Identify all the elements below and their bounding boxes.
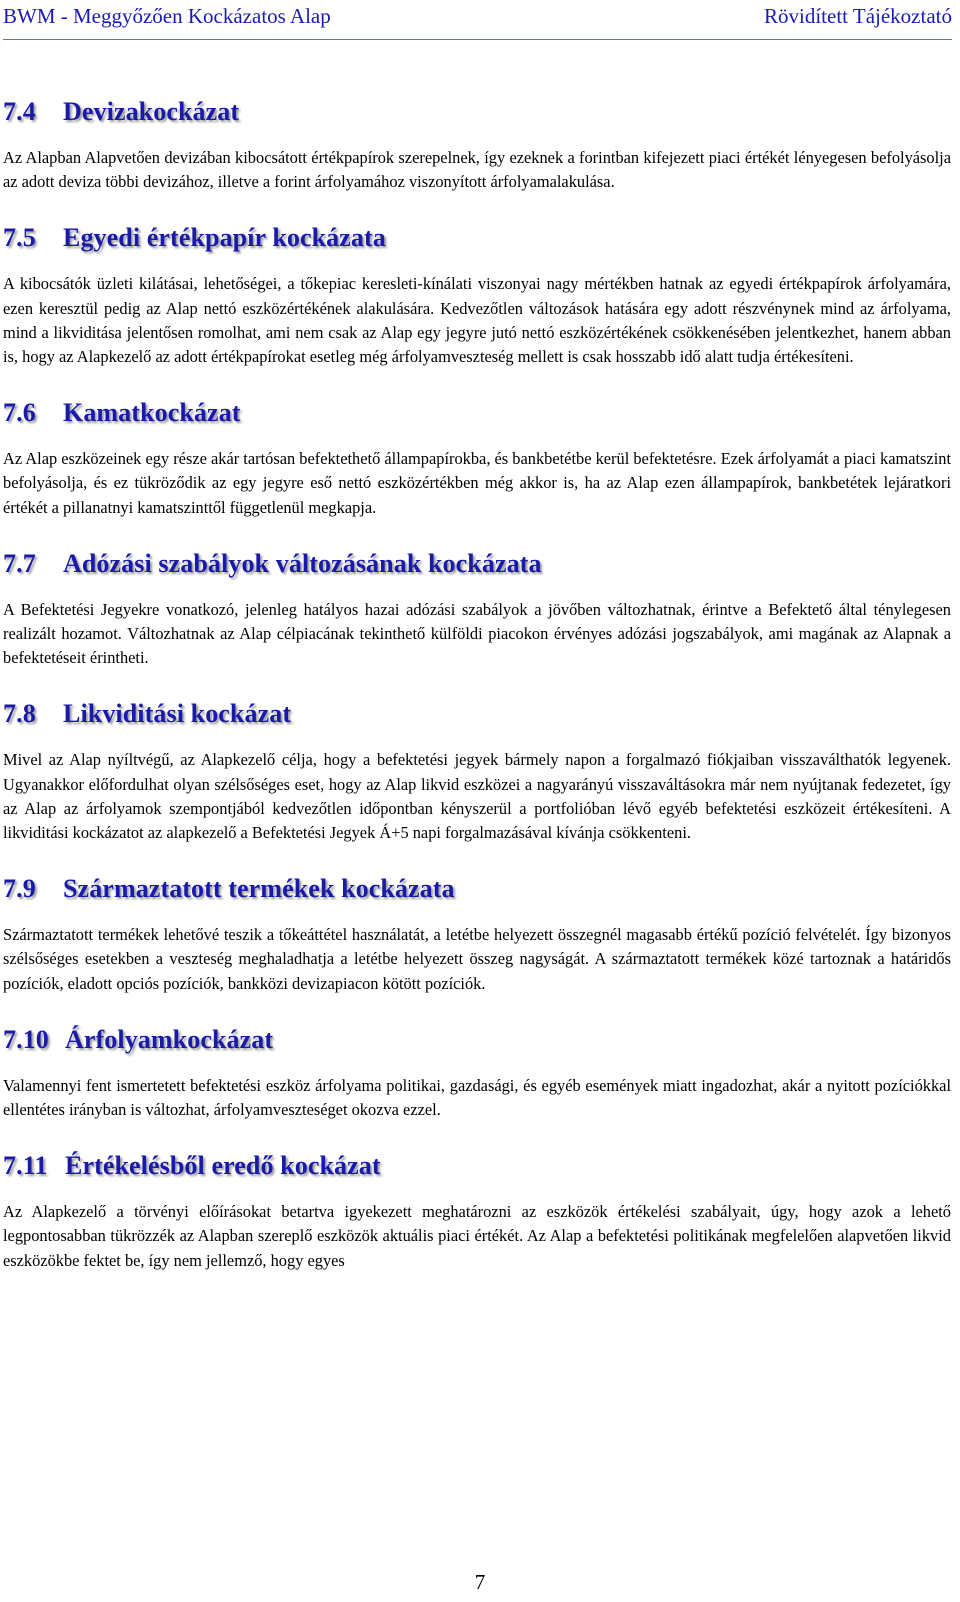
section-paragraph: Valamennyi fent ismertetett befektetési eszköz árfolyama politikai, gazdasági, és egyéb események miatt ingadozhat, akár a nyitott pozíciókkal ellentétes irányban is változhat, árfolyamveszteséget okozva ezzel. (3, 1075, 951, 1120)
section-title: Értékelésből eredő kockázat (65, 1151, 381, 1181)
section-heading (3, 1142, 951, 1190)
section-heading (3, 690, 951, 738)
section-heading (3, 1016, 951, 1064)
section-title: Adózási szabályok változásának kockázata (63, 548, 542, 578)
section-title: Egyedi értékpapír kockázata (63, 223, 386, 253)
section-ertekelesbol-eredo-kockazat (3, 1142, 951, 1273)
section-likviditasi-kockazat (3, 690, 951, 845)
section-szarmaztatott-termekek-kockazata (3, 865, 951, 996)
section-paragraph: Származtatott termékek lehetővé teszik a tőkeáttétel használatát, a letétbe helyezett összegnél magasabb értékű pozíció felvételét. Így bizonyos szélsőséges esetekben a veszteség meghaladhatja a letétbe helyezett összeg nagyságát. A származtatott termékek közé tartoznak a határidős pozíciók, eladott opciós pozíciók, bankközi devizapiacon kötött pozíciók. (3, 925, 951, 993)
section-title: Árfolyamkockázat (65, 1024, 274, 1054)
page-number: 7 (474, 1570, 486, 1594)
section-adozasi-szabalyok-kockazata (3, 540, 951, 671)
header-document-type: Rövidített Tájékoztató (764, 4, 952, 28)
section-title: Származtatott termékek kockázata (63, 874, 455, 904)
section-heading (3, 540, 951, 588)
section-number: 7.10 (3, 1024, 49, 1054)
section-kamatkockazat (3, 389, 951, 520)
section-devizakockazat (3, 88, 951, 194)
section-number: 7.6 (3, 398, 36, 428)
section-title: Kamatkockázat (63, 398, 241, 428)
section-number: 7.5 (3, 223, 36, 253)
section-arfolyamkockazat (3, 1016, 951, 1122)
section-number: 7.11 (3, 1151, 48, 1181)
section-heading (3, 865, 951, 913)
header-document-title: BWM - Meggyőzően Kockázatos Alap (3, 4, 331, 28)
section-egyedi-ertekpapir-kockazata (3, 214, 951, 369)
running-header (3, 4, 952, 40)
section-heading (3, 389, 951, 437)
section-number: 7.7 (3, 548, 36, 578)
section-paragraph: A kibocsátók üzleti kilátásai, lehetőségei, a tőkepiac keresleti-kínálati viszonyai nagy mértékben hatnak az egyedi értékpapírok árfolyamára, ezen keresztül pedig az Alap nettó eszközértékének alakulására. Kedvezőtlen változások hatására egy adott részvénynek mind az árfolyama, mind a likviditása jelentősen romolhat, ami nem csak az Alap egy jegyre jutó nettó eszközértékének csökkenésében jelentkezhet, hanem abban is, hogy az Alapkezelő az adott értékpapírokat esetleg még árfolyamveszteség mellett is csak hosszabb idő alatt tudja értékesíteni. (3, 274, 951, 367)
section-title: Devizakockázat (63, 97, 240, 126)
section-paragraph: Az Alapkezelő a törvényi előírásokat betartva igyekezett meghatározni az eszközök értékelési szabályait, úgy, hogy azok a lehető legpontosabban tükrözzék az Alapban szereplő eszközök aktuális piaci értékét. Az Alap a befektetési politikának megfelelően alapvetően likvid eszközökbe fektet be, így nem jellemző, hogy egyes (3, 1202, 951, 1270)
section-paragraph: Az Alapban Alapvetően devizában kibocsátott értékpapírok szerepelnek, így ezeknek a forintban kifejezett piaci értékét lényegesen befolyásolja az adott deviza többi devizához, illetve a forint árfolyamához viszonyított árfolyamalakulása. (3, 148, 951, 192)
section-number: 7.4 (3, 97, 36, 126)
document-body (3, 88, 951, 1273)
section-paragraph: Az Alap eszközeinek egy része akár tartósan befektethető állampapírokba, és bankbetétbe kerül befektetésre. Ezek árfolyamát a piaci kamatszint befolyásolja, és ez tükröződik az egy jegyre eső nettó eszközértékben még akkor is, ha az Alap ezen állampapírok, bankbetétek lejáratkori értékét a pillanatnyi kamatszinttől függetlenül megkapja. (3, 449, 951, 517)
section-paragraph: Mivel az Alap nyíltvégű, az Alapkezelő célja, hogy a befektetési jegyek bármely napon a forgalmazó fiókjaiban visszaválthatók legyenek. Ugyanakkor előfordulhat olyan szélsőséges eset, hogy az Alap likvid eszközei a nagyarányú visszaváltásokra már nem nyújtanak fedezetet, így az Alap az árfolyamok szempontjából kedvezőtlen időpontban kényszerül a portfolióban lévő egyéb befektetési eszközeit értékesíteni. A likviditási kockázatot az alapkezelő a Befektetési Jegyek Á+5 napi forgalmazásával kívánja csökkenteni. (3, 750, 951, 843)
section-title: Likviditási kockázat (63, 699, 292, 729)
section-heading (3, 214, 951, 262)
section-heading (3, 88, 951, 136)
section-paragraph: A Befektetési Jegyekre vonatkozó, jelenleg hatályos hazai adózási szabályok a jövőben változhatnak, érintve a Befektető által ténylegesen realizált hozamot. Változhatnak az Alap célpiacának tekinthető külföldi piacokon érvényes adózási jogszabályok, ami magának az Alapnak a befektetéseit érintheti. (3, 599, 951, 668)
section-number: 7.9 (3, 874, 36, 904)
section-number: 7.8 (3, 699, 36, 729)
